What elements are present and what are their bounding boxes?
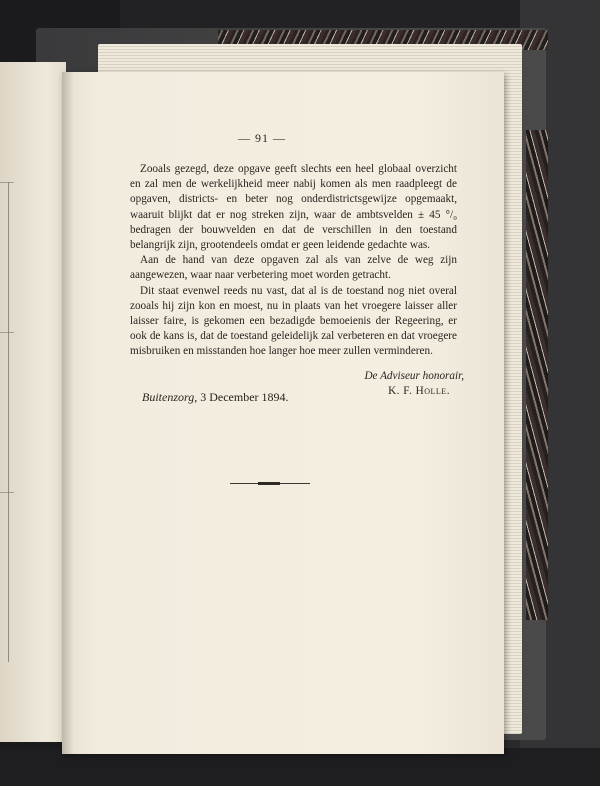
dateline-date: 3 December 1894. — [200, 390, 289, 404]
table-rule-horizontal — [0, 492, 14, 493]
page-number: — 91 — — [238, 131, 286, 145]
signatory-initials: K. F. — [388, 385, 413, 398]
facing-page-left — [0, 62, 66, 742]
section-divider — [230, 483, 310, 484]
divider-center-bar — [258, 482, 280, 485]
dateline — [142, 390, 289, 405]
signatory-surname: Holle. — [415, 385, 450, 398]
paragraph: Aan de hand van deze opgaven zal als van zelve de weg zijn aangewezen, waar naar verbetering moet worden getracht. — [130, 254, 457, 282]
book-page — [62, 72, 504, 754]
table-rule-horizontal — [0, 182, 14, 183]
page-gutter-shadow — [62, 72, 74, 754]
signatory-title: De Adviseur honorair, — [364, 370, 464, 382]
dateline-place: Buitenzorg, — [142, 390, 198, 404]
paragraph: Zooals gezegd, deze opgave geeft slechts een heel globaal overzicht en zal men de werkelijkheid meer nabij komen als men raadpleegt de opgaven, districts- en beter nog onderdistrictsgewijze opgemaakt, waaruit blijkt dat er nog streken zijn, waar de ambtsvelden ± 45 °/₀ bedragen der bouwvelden en dat de verschillen in den toestand belangrijk zijn, grootendeels omdat er geen leidende gedachte was. — [130, 163, 457, 252]
marbled-endpaper-right — [526, 130, 548, 620]
table-rule-vertical — [8, 182, 9, 662]
body-text — [130, 162, 457, 360]
table-rule-horizontal — [0, 332, 14, 333]
paragraph: Dit staat evenwel reeds nu vast, dat al is de toestand nog niet overal zooals hij zijn kon en moest, nu in plaats van het vroegere laisser aller laisser faire, is gekomen een bezadigde bemoeienis der Regeering, er ook de kans is, dat de toestand geleidelijk zal verbeteren en dat vroegere misbruiken en misstanden hoe langer hoe meer zullen verminderen. — [130, 284, 457, 358]
